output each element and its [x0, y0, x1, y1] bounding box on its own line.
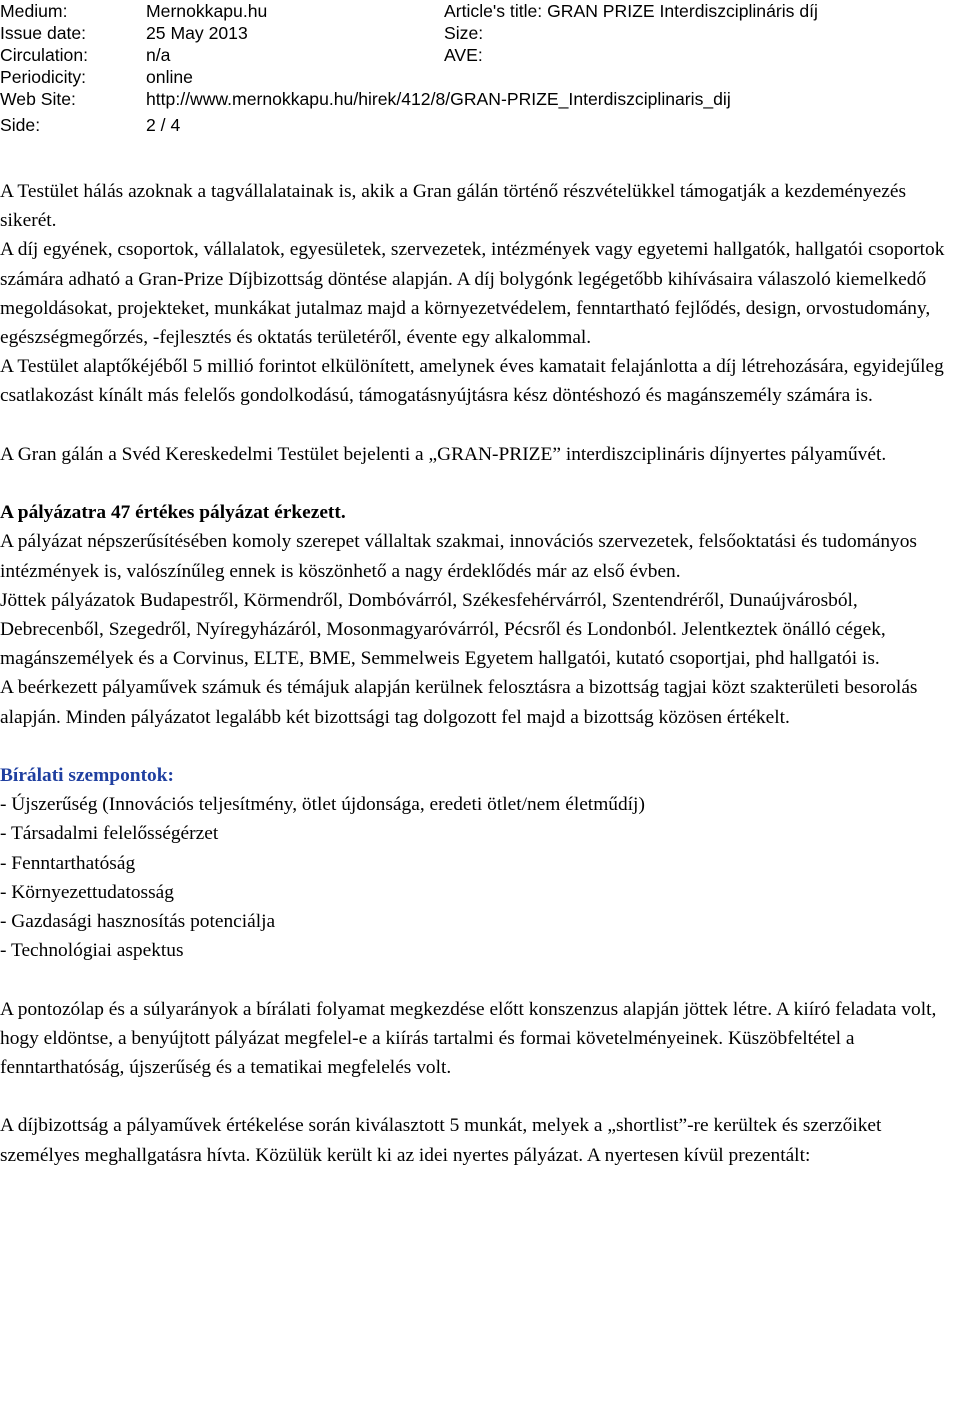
criteria-item: - Gazdasági hasznosítás potenciálja [0, 911, 276, 933]
criteria-heading: Bírálati szempontok: [0, 765, 174, 787]
paragraph-promotion: A pályázat népszerűsítésében komoly szerepet vállaltak szakmai, innovációs szervezetek, felsőoktatási és tudományos intézmények is, valószínűleg ennek is köszönhető a nagy érdeklődés már az első évben. [0, 531, 917, 582]
circulation-value: n/a [146, 45, 171, 65]
size-label: Size: [444, 23, 484, 43]
side-label: Side: [0, 115, 41, 135]
criteria-item: - Technológiai aspektus [0, 940, 184, 962]
criteria-item: - Újszerűség (Innovációs teljesítmény, ötlet újdonsága, eredeti ötlet/nem életműdíj) [0, 794, 645, 816]
document-metadata-header [0, 0, 960, 140]
criteria-item: - Környezettudatosság [0, 881, 174, 903]
paragraph-funding: A Testület alaptőkéjéből 5 millió forintot elkülönített, amelynek éves kamatait felajánlotta a díj létrehozására, egyidejűleg csatlakozást kínált más felelős gondolkodású, támogatásnyújtásra kész döntéshozó és magánszemély számára is. [0, 356, 944, 407]
paragraph-evaluation: A beérkezett pályaművek számuk és témájuk alapján kerülnek felosztásra a bizottság tagjai közt szakterületi besorolás alapján. Minden pályázatot legalább két bizottsági tag dolgozott fel majd a bizottság közösen értékelt. [0, 677, 918, 728]
side-value: 2 / 4 [146, 115, 181, 135]
periodicity-label: Periodicity: [0, 67, 87, 87]
paragraph-origins: Jöttek pályázatok Budapestről, Körmendről, Dombóvárról, Székesfehérvárról, Szentendréről, Dunaújvárosból, Debrecenből, Szegedről, Nyíregyházáról, Mosonmagyaróvárról, Pécsről és Londonból. Jelentkeztek önálló cégek, magánszemélyek és a Corvinus, ELTE, BME, Semmelweis Egyetem hallgatói, kutató csoportjai, phd hallgatói is. [0, 589, 886, 670]
spacer [0, 411, 960, 440]
paragraph-thanks: A Testület hálás azoknak a tagvállalatainak is, akik a Gran gálán történő részvételükkel támogatják a kezdeményezés sikerét. [0, 181, 907, 232]
medium-value: Mernokkapu.hu [146, 1, 268, 21]
medium-row [0, 0, 960, 22]
circulation-label: Circulation: [0, 45, 89, 65]
paragraph-announcement: A Gran gálán a Svéd Kereskedelmi Testület bejelenti a „GRAN-PRIZE” interdiszciplináris díjnyertes pályaművét. [0, 443, 887, 465]
criteria-item: - Társadalmi felelősségérzet [0, 823, 219, 845]
periodicity-row [0, 66, 960, 88]
issue-date-row [0, 22, 960, 44]
side-row [0, 110, 960, 140]
medium-label: Medium: [0, 1, 68, 21]
spacer [0, 469, 960, 498]
spacer [0, 1082, 960, 1111]
article-title: Article's title: GRAN PRIZE Interdiszciplináris díj [444, 1, 818, 21]
periodicity-value: online [146, 67, 193, 87]
submissions-count-heading: A pályázatra 47 értékes pályázat érkezett. [0, 502, 346, 524]
website-row [0, 88, 960, 110]
spacer [0, 732, 960, 761]
issue-date-value: 25 May 2013 [146, 23, 248, 43]
criteria-list [0, 790, 960, 965]
paragraph-award-eligibility: A díj egyének, csoportok, vállalatok, egyesületek, szervezetek, intézmények vagy egyetemi hallgatók, hallgatói csoportok számára adható a Gran-Prize Díjbizottság döntése alapján. A díj bolygónk legégetőbb kihívásaira válaszoló kiemelkedő megoldásokat, projekteket, munkákat jutalmaz majd a környezetvédelem, fenntartható fejlődés, design, orvostudomány, egészségmegőrzés, -fejlesztés és oktatás területéről, évente egy alkalommal. [0, 239, 945, 349]
paragraph-scoring: A pontozólap és a súlyarányok a bírálati folyamat megkezdése előtt konszenzus alapján jöttek létre. A kiíró feladata volt, hogy eldöntse, a benyújtott pályázat megfelel-e a kiírás tartalmi és formai követelményeinek. Küszöbfeltétel a fenntarthatóság, újszerűség és a tematikai megfelelés volt. [0, 998, 937, 1079]
circulation-row [0, 44, 960, 66]
issue-date-label: Issue date: [0, 23, 87, 43]
article-body [0, 177, 960, 1170]
spacer [0, 965, 960, 994]
criteria-item: - Fenntarthatóság [0, 852, 136, 874]
ave-label: AVE: [444, 45, 483, 65]
paragraph-shortlist: A díjbizottság a pályaművek értékelése során kiválasztott 5 munkát, melyek a „shortlist”-re kerültek és szerzőiket személyes meghallgatásra hívta. Közülük került ki az idei nyertes pályázat. A nyertesen kívül prezentált: [0, 1115, 882, 1166]
website-link[interactable]: http://www.mernokkapu.hu/hirek/412/8/GRAN-PRIZE_Interdiszciplinaris_dij [146, 89, 731, 109]
website-label: Web Site: [0, 89, 76, 109]
